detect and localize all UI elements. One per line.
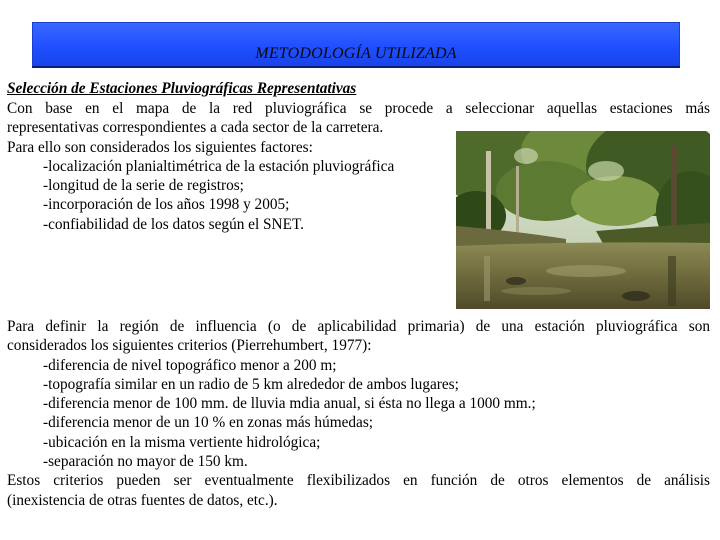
factor-item: -localización planialtimétrica de la estación pluviográfica bbox=[43, 157, 395, 175]
river-photo-image bbox=[456, 131, 710, 309]
criteria-intro-line-1: Para definir la región de influencia (o de aplicabilidad primaria) de una estación pluviográfica son bbox=[7, 318, 710, 335]
criteria-item: -topografía similar en un radio de 5 km alrededor de ambos lugares; bbox=[43, 375, 459, 393]
criteria-item: -diferencia menor de un 10 % en zonas más húmedas; bbox=[43, 414, 374, 432]
factor-item: -incorporación de los años 1998 y 2005; bbox=[43, 196, 290, 214]
criteria-item: -diferencia menor de 100 mm. de lluvia mdia anual, si ésta no llega a 1000 mm.; bbox=[43, 395, 536, 413]
section-subtitle: Selección de Estaciones Pluviográficas Representativas bbox=[7, 80, 357, 97]
factors-intro: Para ello son considerados los siguientes factores: bbox=[7, 138, 313, 156]
criteria-item: -diferencia de nivel topográfico menor a 200 m; bbox=[43, 356, 337, 374]
intro-line-1: Con base en el mapa de la red pluviográfica se procede a seleccionar aquellas estaciones más bbox=[7, 100, 710, 117]
closing-line-2: (inexistencia de otras fuentes de datos, etc.). bbox=[7, 491, 278, 509]
criteria-item: -separación no mayor de 150 km. bbox=[43, 453, 248, 471]
criteria-intro-line-2: considerados los siguientes criterios (Pierrehumbert, 1977): bbox=[7, 337, 372, 355]
criteria-item: -ubicación en la misma vertiente hidrológica; bbox=[43, 433, 321, 451]
title-banner bbox=[32, 22, 680, 68]
factor-item: -confiabilidad de los datos según el SNET. bbox=[43, 215, 304, 233]
criteria-paragraph bbox=[7, 317, 710, 510]
closing-line-1: Estos criterios pueden ser eventualmente flexibilizados en función de otros elementos de análisis bbox=[7, 472, 710, 490]
river-photo bbox=[456, 131, 710, 309]
factor-item: -longitud de la serie de registros; bbox=[43, 177, 244, 195]
intro-line-2: representativas correspondientes a cada sector de la carretera. bbox=[7, 119, 384, 137]
page-title: METODOLOGÍA UTILIZADA bbox=[255, 45, 457, 62]
banner-underline bbox=[32, 66, 680, 68]
